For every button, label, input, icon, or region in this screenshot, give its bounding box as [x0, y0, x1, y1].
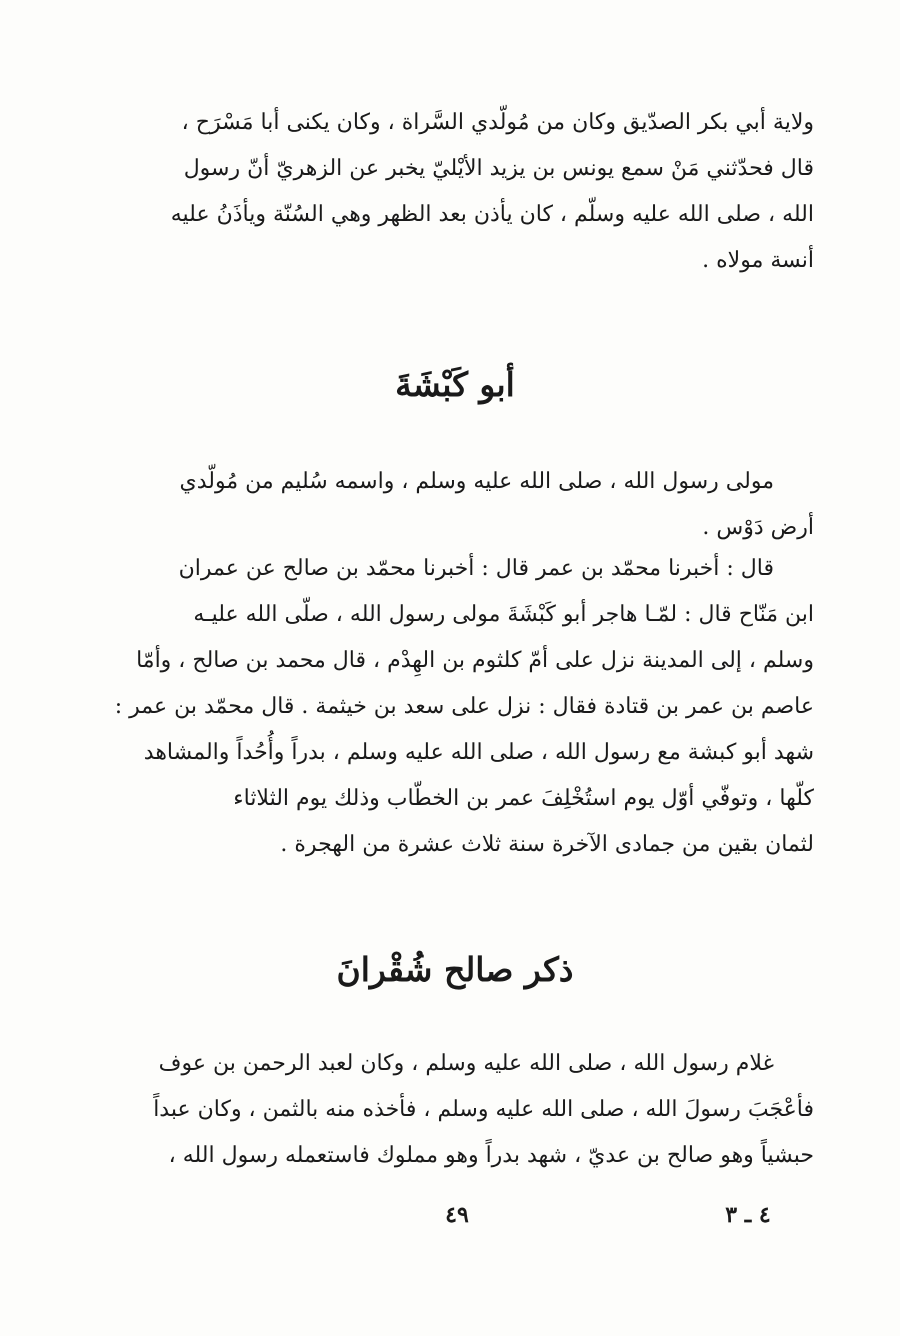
text-line: حبشياً وهو صالح بن عديّ ، شهد بدراً وهو مملوك فاستعمله رسول الله ،: [168, 1143, 814, 1168]
text-line: وسلم ، إلى المدينة نزل على أمّ كلثوم بن الهِدْم ، قال محمد بن صالح ، وأمّا: [136, 648, 814, 673]
abu-kabsha-intro-paragraph: [96, 459, 814, 551]
text-line: غلام رسول الله ، صلى الله عليه وسلم ، وكان لعبد الرحمن بن عوف: [158, 1051, 774, 1076]
text-line: شهد أبو كبشة مع رسول الله ، صلى الله عليه وسلم ، بدراً وأُحُداً والمشاهد: [143, 740, 814, 765]
text-line: أنسة مولاه .: [702, 248, 814, 273]
page-number: ٤٩: [445, 1202, 469, 1228]
text-line: عاصم بن عمر بن قتادة فقال : نزل على سعد بن خيثمة . قال محمّد بن عمر :: [114, 694, 814, 719]
text-line: لثمان بقين من جمادى الآخرة سنة ثلاث عشرة من الهجرة .: [280, 832, 814, 857]
text-line: فأعْجَبَ رسولَ الله ، صلى الله عليه وسلم ، فأخذه منه بالثمن ، وكان عبداً: [153, 1097, 814, 1122]
signature-mark: ٤ ـ ٣: [725, 1202, 771, 1228]
section-heading-abu-kabsha: أبو كَبْشَةَ: [395, 365, 515, 404]
section-heading-salih-shuqran: ذكر صالح شُقْرانَ: [336, 950, 574, 989]
text-line: مولى رسول الله ، صلى الله عليه وسلم ، واسمه سُليم من مُولّدي: [179, 469, 774, 494]
text-line: ولاية أبي بكر الصدّيق وكان من مُولّدي السَّراة ، وكان يكنى أبا مَسْرَح ،: [181, 110, 814, 135]
text-line: أرض دَوْس .: [702, 515, 814, 540]
continuation-paragraph: [96, 100, 814, 284]
text-line: قال : أخبرنا محمّد بن عمر قال : أخبرنا محمّد بن صالح عن عمران: [178, 556, 774, 581]
text-line: قال فحدّثني مَنْ سمع يونس بن يزيد الأيْليّ يخبر عن الزهريّ أنّ رسول: [183, 156, 814, 181]
salih-shuqran-paragraph: [96, 1041, 814, 1179]
abu-kabsha-narration-paragraph: [96, 546, 814, 868]
text-line: ابن مَنّاح قال : لمّـا هاجر أبو كَبْشَةَ مولى رسول الله ، صلّى الله عليـه: [193, 602, 814, 627]
text-line: كلّها ، وتوفّي أوّل يوم استُخْلِفَ عمر بن الخطّاب وذلك يوم الثلاثاء: [233, 786, 814, 811]
text-line: الله ، صلى الله عليه وسلّم ، كان يأذن بعد الظهر وهي السُنّة ويأذَنُ عليه: [170, 202, 814, 227]
